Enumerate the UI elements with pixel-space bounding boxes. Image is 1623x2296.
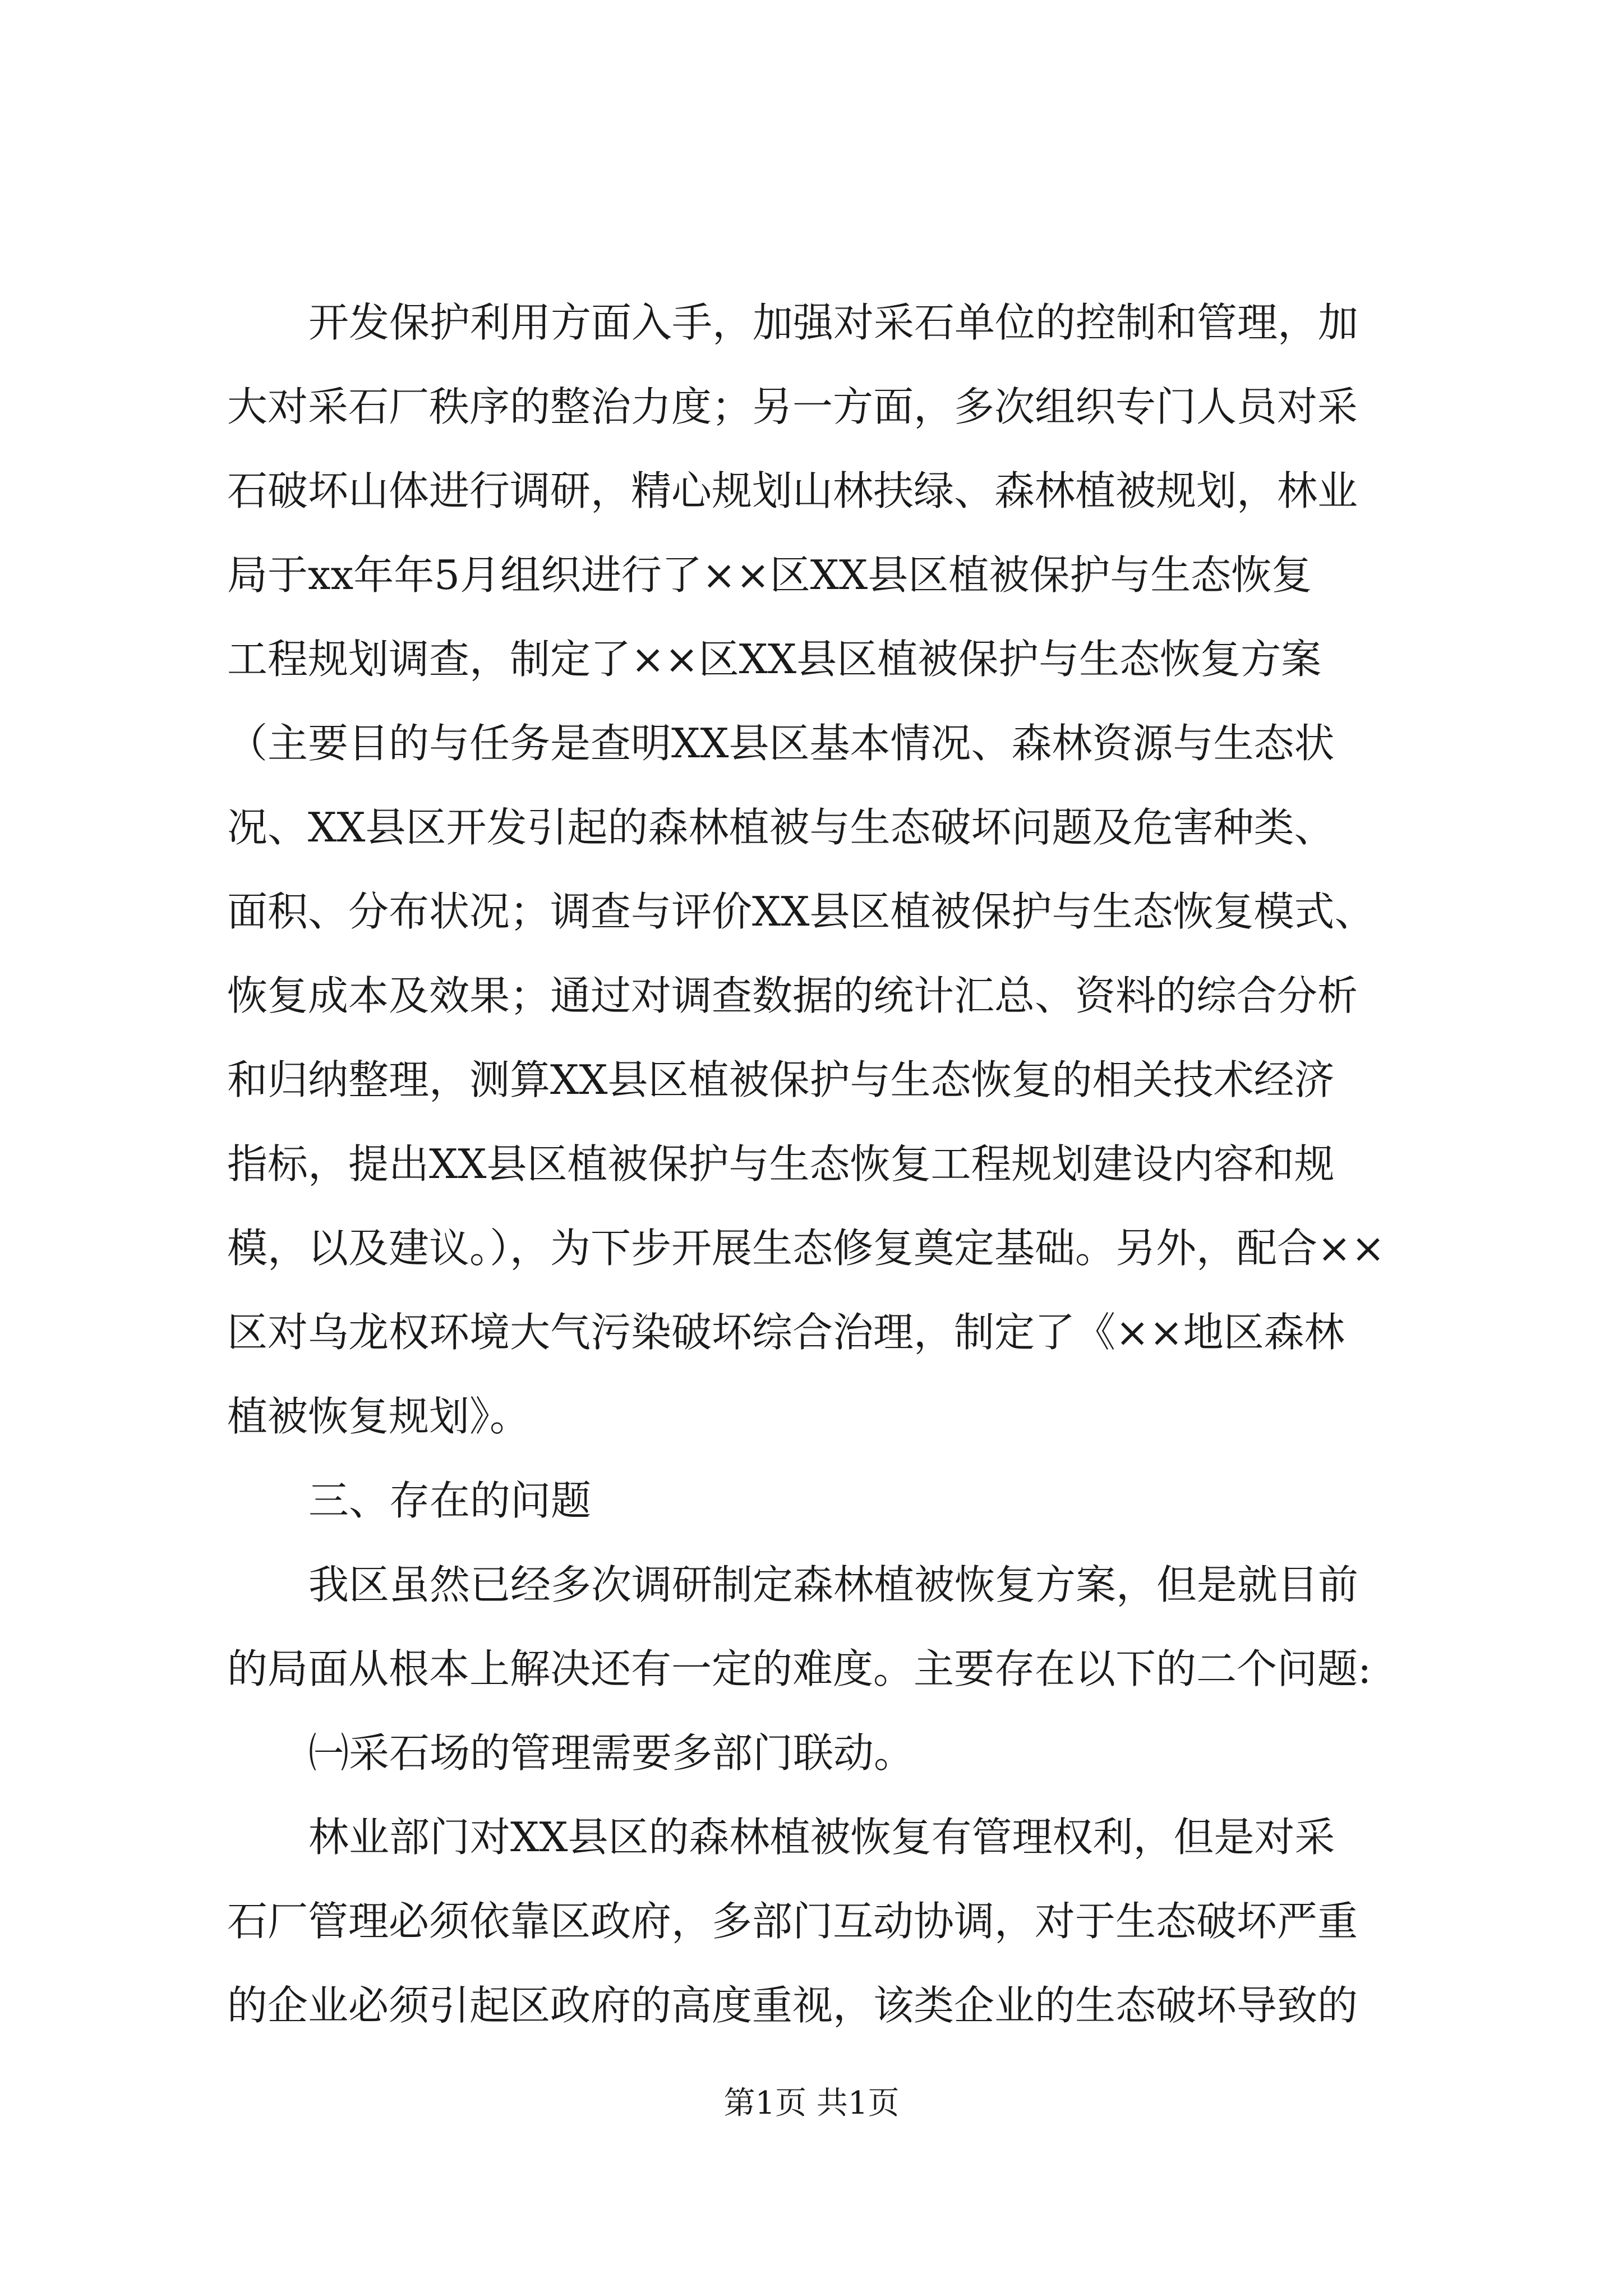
text-line: 局于xx年年5月组织进行了××区XX县区植被保护与生态恢复: [227, 551, 1312, 599]
text-line: 石破坏山体进行调研，精心规划山林扶绿、森林植被规划，林业: [227, 467, 1358, 514]
subsection-heading: ㈠采石场的管理需要多部门联动。: [308, 1729, 915, 1777]
text-line: 的企业必须引起区政府的高度重视，该类企业的生态破坏导致的: [227, 1982, 1358, 2029]
text-line: 植被恢复规划》。: [227, 1393, 531, 1440]
section-heading: 三、存在的问题: [308, 1477, 592, 1524]
text-line: 区对乌龙权环境大气污染破坏综合治理，制定了《××地区森林: [227, 1309, 1345, 1356]
text-line: 指标，提出XX县区植被保护与生态恢复工程规划建设内容和规: [227, 1140, 1335, 1188]
text-line: 的局面从根本上解决还有一定的难度。主要存在以下的二个问题:: [227, 1645, 1372, 1692]
text-line: 模，以及建议。），为下步开展生态修复奠定基础。另外，配合××: [227, 1225, 1385, 1272]
text-line: 林业部门对XX县区的森林植被恢复有管理权利，但是对采: [308, 1814, 1335, 1861]
text-line: 大对采石厂秩序的整治力度；另一方面，多次组织专门人员对采: [227, 383, 1358, 430]
text-line: （主要目的与任务是查明XX县区基本情况、森林资源与生态状: [227, 720, 1335, 767]
text-line: 我区虽然已经多次调研制定森林植被恢复方案，但是就目前: [308, 1561, 1359, 1608]
text-line: 面积、分布状况；调查与评价XX县区植被保护与生态恢复模式、: [227, 888, 1375, 935]
page-footer: 第1页 共1页: [723, 2085, 900, 2122]
text-line: 况、XX县区开发引起的森林植被与生态破坏问题及危害种类、: [227, 804, 1335, 851]
text-line: 石厂管理必须依靠区政府，多部门互动协调，对于生态破坏严重: [227, 1898, 1358, 1945]
text-line: 恢复成本及效果；通过对调查数据的统计汇总、资料的综合分析: [227, 972, 1358, 1019]
text-line: 开发保护利用方面入手，加强对采石单位的控制和管理，加: [308, 299, 1359, 346]
text-line: 工程规划调查，制定了××区XX县区植被保护与生态恢复方案: [227, 636, 1322, 683]
text-line: 和归纳整理，测算XX县区植被保护与生态恢复的相关技术经济: [227, 1056, 1335, 1103]
